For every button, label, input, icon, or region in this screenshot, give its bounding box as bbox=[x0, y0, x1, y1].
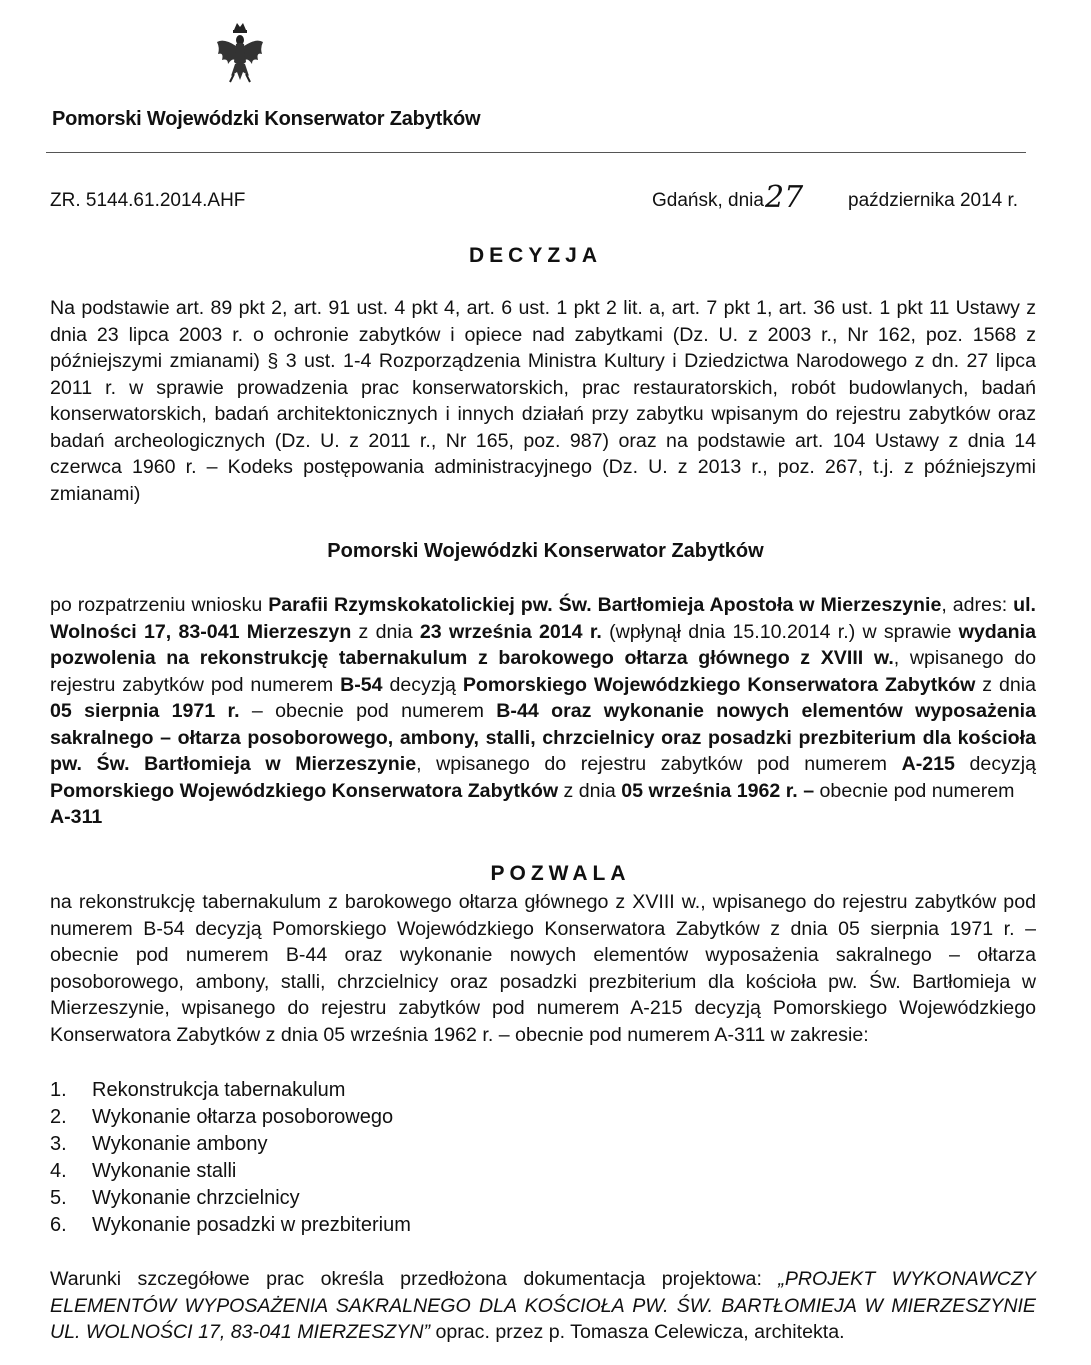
list-item: 5. Wykonanie chrzcielnicy bbox=[50, 1187, 300, 1209]
scope-list bbox=[50, 1077, 411, 1239]
list-item: 2. Wykonanie ołtarza posoborowego bbox=[50, 1106, 394, 1128]
polish-eagle-emblem-icon bbox=[214, 20, 266, 88]
place-date-prefix: Gdańsk, dnia bbox=[652, 190, 764, 211]
issuing-office: Pomorski Wojewódzki Konserwator Zabytków bbox=[52, 108, 481, 130]
month-year: października 2014 r. bbox=[848, 190, 1019, 211]
list-item: 1. Rekonstrukcja tabernakulum bbox=[50, 1079, 346, 1101]
reference-number: ZR. 5144.61.2014.AHF bbox=[50, 190, 246, 211]
authority-heading: Pomorski Wojewódzki Konserwator Zabytków bbox=[327, 540, 764, 562]
document-title: DECYZJA bbox=[469, 244, 603, 267]
handwritten-day: 27 bbox=[765, 180, 804, 215]
decision-heading: POZWALA bbox=[490, 862, 631, 885]
header-divider bbox=[46, 152, 1026, 153]
list-item: 3. Wykonanie ambony bbox=[50, 1133, 268, 1155]
decision-paragraph: na rekonstrukcję tabernakulum z barokowego ołtarza głównego z XVIII w., wpisanego do rejestru zabytków pod numerem B-54 decyzją Pomorskiego Wojewódzkiego Konserwatora Zabytków z dnia 05 sierpnia 1971 r. – obecnie pod numerem B-44 oraz wykonanie nowych elementów wyposażenia sakralnego – ołtarza posoborowego, ambony, stalli, chrzcielnicy oraz posadzki prezbiterium dla kościoła pw. Św. Bartłomieja w Mierzeszynie, wpisanego do rejestru zabytków pod numerem A-215 decyzją Pomorskiego Wojewódzkiego Konserwatora Zabytków z dnia 05 września 1962 r. – obecnie pod numerem A-311 w zakresie: bbox=[50, 891, 1036, 1046]
list-item: 6. Wykonanie posadzki w prezbiterium bbox=[50, 1214, 411, 1236]
legal-basis-paragraph: Na podstawie art. 89 pkt 2, art. 91 ust. 4 pkt 4, art. 6 ust. 1 pkt 2 lit. a, art. 7 pkt 1, art. 36 ust. 1 pkt 11 Ustawy z dnia 23 lipca 2003 r. o ochronie zabytków i opiece nad zabytkami (Dz. U. z 2003 r., Nr 162, poz. 1568 z późniejszymi zmianami) § 3 ust. 1-4 Rozporządzenia Ministra Kultury i Dziedzictwa Narodowego z dn. 27 lipca 2011 r. w sprawie prowadzenia prac konserwatorskich, prac restauratorskich, robót budowlanych, badań konserwatorskich, badań architektonicznych i innych działań przy zabytku wpisanym do rejestru zabytków oraz badań archeologicznych (Dz. U. z 2011 r., Nr 165, poz. 987) oraz na podstawie art. 104 Ustawy z dnia 14 czerwca 1960 r. – Kodeks postępowania administracyjnego (Dz. U. z 2013 r., poz. 267, t.j. z późniejszymi zmianami) bbox=[50, 297, 1036, 505]
conditions-paragraph: Warunki szczegółowe prac określa przedłożona dokumentacja projektowa: „PROJEKT WYKONAWCZY ELEMENTÓW WYPOSAŻENIA SAKRALNEGO DLA KOŚCIOŁA PW. ŚW. BARTŁOMIEJA W MIERZESZYNIE UL. WOLNOŚCI 17, 83-041 MIERZESZYN” oprac. przez p. Tomasza Celewicza, architekta. bbox=[50, 1268, 1036, 1343]
list-item: 4. Wykonanie stalli bbox=[50, 1160, 237, 1182]
consideration-paragraph: po rozpatrzeniu wniosku Parafii Rzymskokatolickiej pw. Św. Bartłomieja Apostoła w Mierzeszynie, adres: ul. Wolności 17, 83-041 Mierzeszyn z dnia 23 września 2014 r. (wpłynął dnia 15.10.2014 r.) w sprawie wydania pozwolenia na rekonstrukcję tabernakulum z barokowego ołtarza głównego z XVIII w., wpisanego do rejestru zabytków pod numerem B-54 decyzją Pomorskiego Wojewódzkiego Konserwatora Zabytków z dnia 05 sierpnia 1971 r. – obecnie pod numerem B-44 oraz wykonanie nowych elementów wyposażenia sakralnego – ołtarza posoborowego, ambony, stalli, chrzcielnicy oraz posadzki prezbiterium dla kościoła pw. Św. Bartłomieja w Mierzeszynie, wpisanego do rejestru zabytków pod numerem A-215 decyzją Pomorskiego Wojewódzkiego Konserwatora Zabytków z dnia 05 września 1962 r. – obecnie pod numerem A-311 bbox=[50, 594, 1037, 828]
